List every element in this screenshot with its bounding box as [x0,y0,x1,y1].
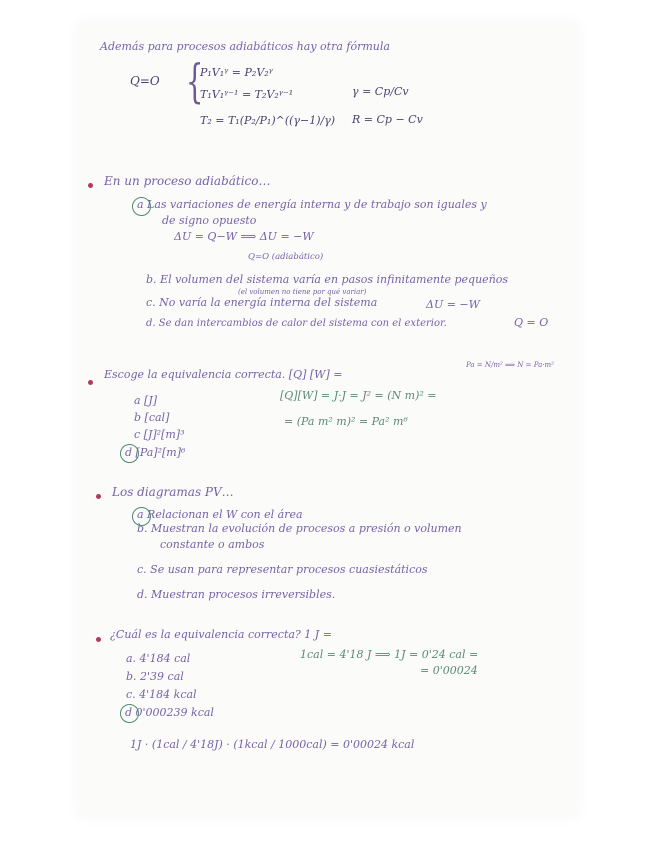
q1-option-d-note: Q = O [514,316,549,329]
q3-option-b: b. Muestran la evolución de procesos a presión o volumen [137,522,462,535]
q1-work-note: ΔU = Q−W ⟹ ΔU = −W [174,230,314,243]
q2-corner-note: Pa = N/m² ⟹ N = Pa·m² [466,361,554,369]
question-bullet [88,183,93,188]
q1-option-b: b. El volumen del sistema varía en pasos infinitamente pequeños [146,273,509,286]
q4-final-calculation: 1J · (1cal / 4'18J) · (1kcal / 1000cal) = 0'00024 kcal [130,738,415,751]
system-brace: { [185,54,204,108]
q2-option-c: c [J]²[m]³ [134,428,185,441]
q1-option-b-note: (el volumen no tiene por qué variar) [238,288,367,296]
q2-work-1: [Q][W] = J·J = J² = (N m)² = [280,389,437,402]
question-bullet [96,637,101,642]
q4-work-2: = 0'00024 [420,664,478,677]
question-3-text: Los diagramas PV… [112,485,234,499]
q3-option-d: d. Muestran procesos irreversibles. [137,588,336,601]
q-zero: Q=O [130,74,160,88]
q2-option-d: d [Pa]²[m]⁶ [125,446,186,459]
question-bullet [88,380,93,385]
equation-pv: P₁V₁ᵞ = P₂V₂ᵞ [200,66,273,79]
question-2-text: Escoge la equivalencia correcta. [Q] [W] = [104,368,343,381]
equation-tv: T₁V₁ᵞ⁻¹ = T₂V₂ᵞ⁻¹ [200,88,294,101]
q1-option-c: c. No varía la energía interna del sistema [146,296,378,309]
q3-option-c: c. Se usan para representar procesos cuasiestáticos [137,563,428,576]
question-4-text: ¿Cuál es la equivalencia correcta? 1 J = [110,628,332,641]
q1-work-note-2: Q=O (adiabático) [248,252,324,262]
q3-option-b-cont: constante o ambos [160,538,265,551]
q4-option-c: c. 4'184 kcal [126,688,197,701]
r-definition: R = Cp − Cv [352,113,423,126]
gamma-definition: γ = Cp/Cv [352,85,409,98]
q1-option-c-note: ΔU = −W [426,298,480,311]
q1-option-a-cont: de signo opuesto [162,214,257,227]
equation-tp: T₂ = T₁(P₂/P₁)^((γ−1)/γ) [200,114,336,127]
q3-option-a: a Relacionan el W con el área [137,508,303,521]
question-bullet [96,494,101,499]
q2-work-2: = (Pa m² m)² = Pa² m⁶ [284,415,408,428]
q1-option-a: a Las variaciones de energía interna y de trabajo son iguales y [137,198,487,211]
q4-option-b: b. 2'39 cal [126,670,184,683]
question-1-text: En un proceso adiabático… [104,174,271,188]
q4-option-a: a. 4'184 cal [126,652,191,665]
intro-heading: Además para procesos adiabáticos hay otra fórmula [100,40,390,53]
q2-option-b: b [cal] [134,411,170,424]
q4-option-d: d 0'000239 kcal [125,706,214,719]
q2-option-a: a [J] [134,394,158,407]
q1-option-d: d. Se dan intercambios de calor del sistema con el exterior. [146,318,447,329]
q4-work-1: 1cal = 4'18 J ⟹ 1J = 0'24 cal = [300,648,479,661]
